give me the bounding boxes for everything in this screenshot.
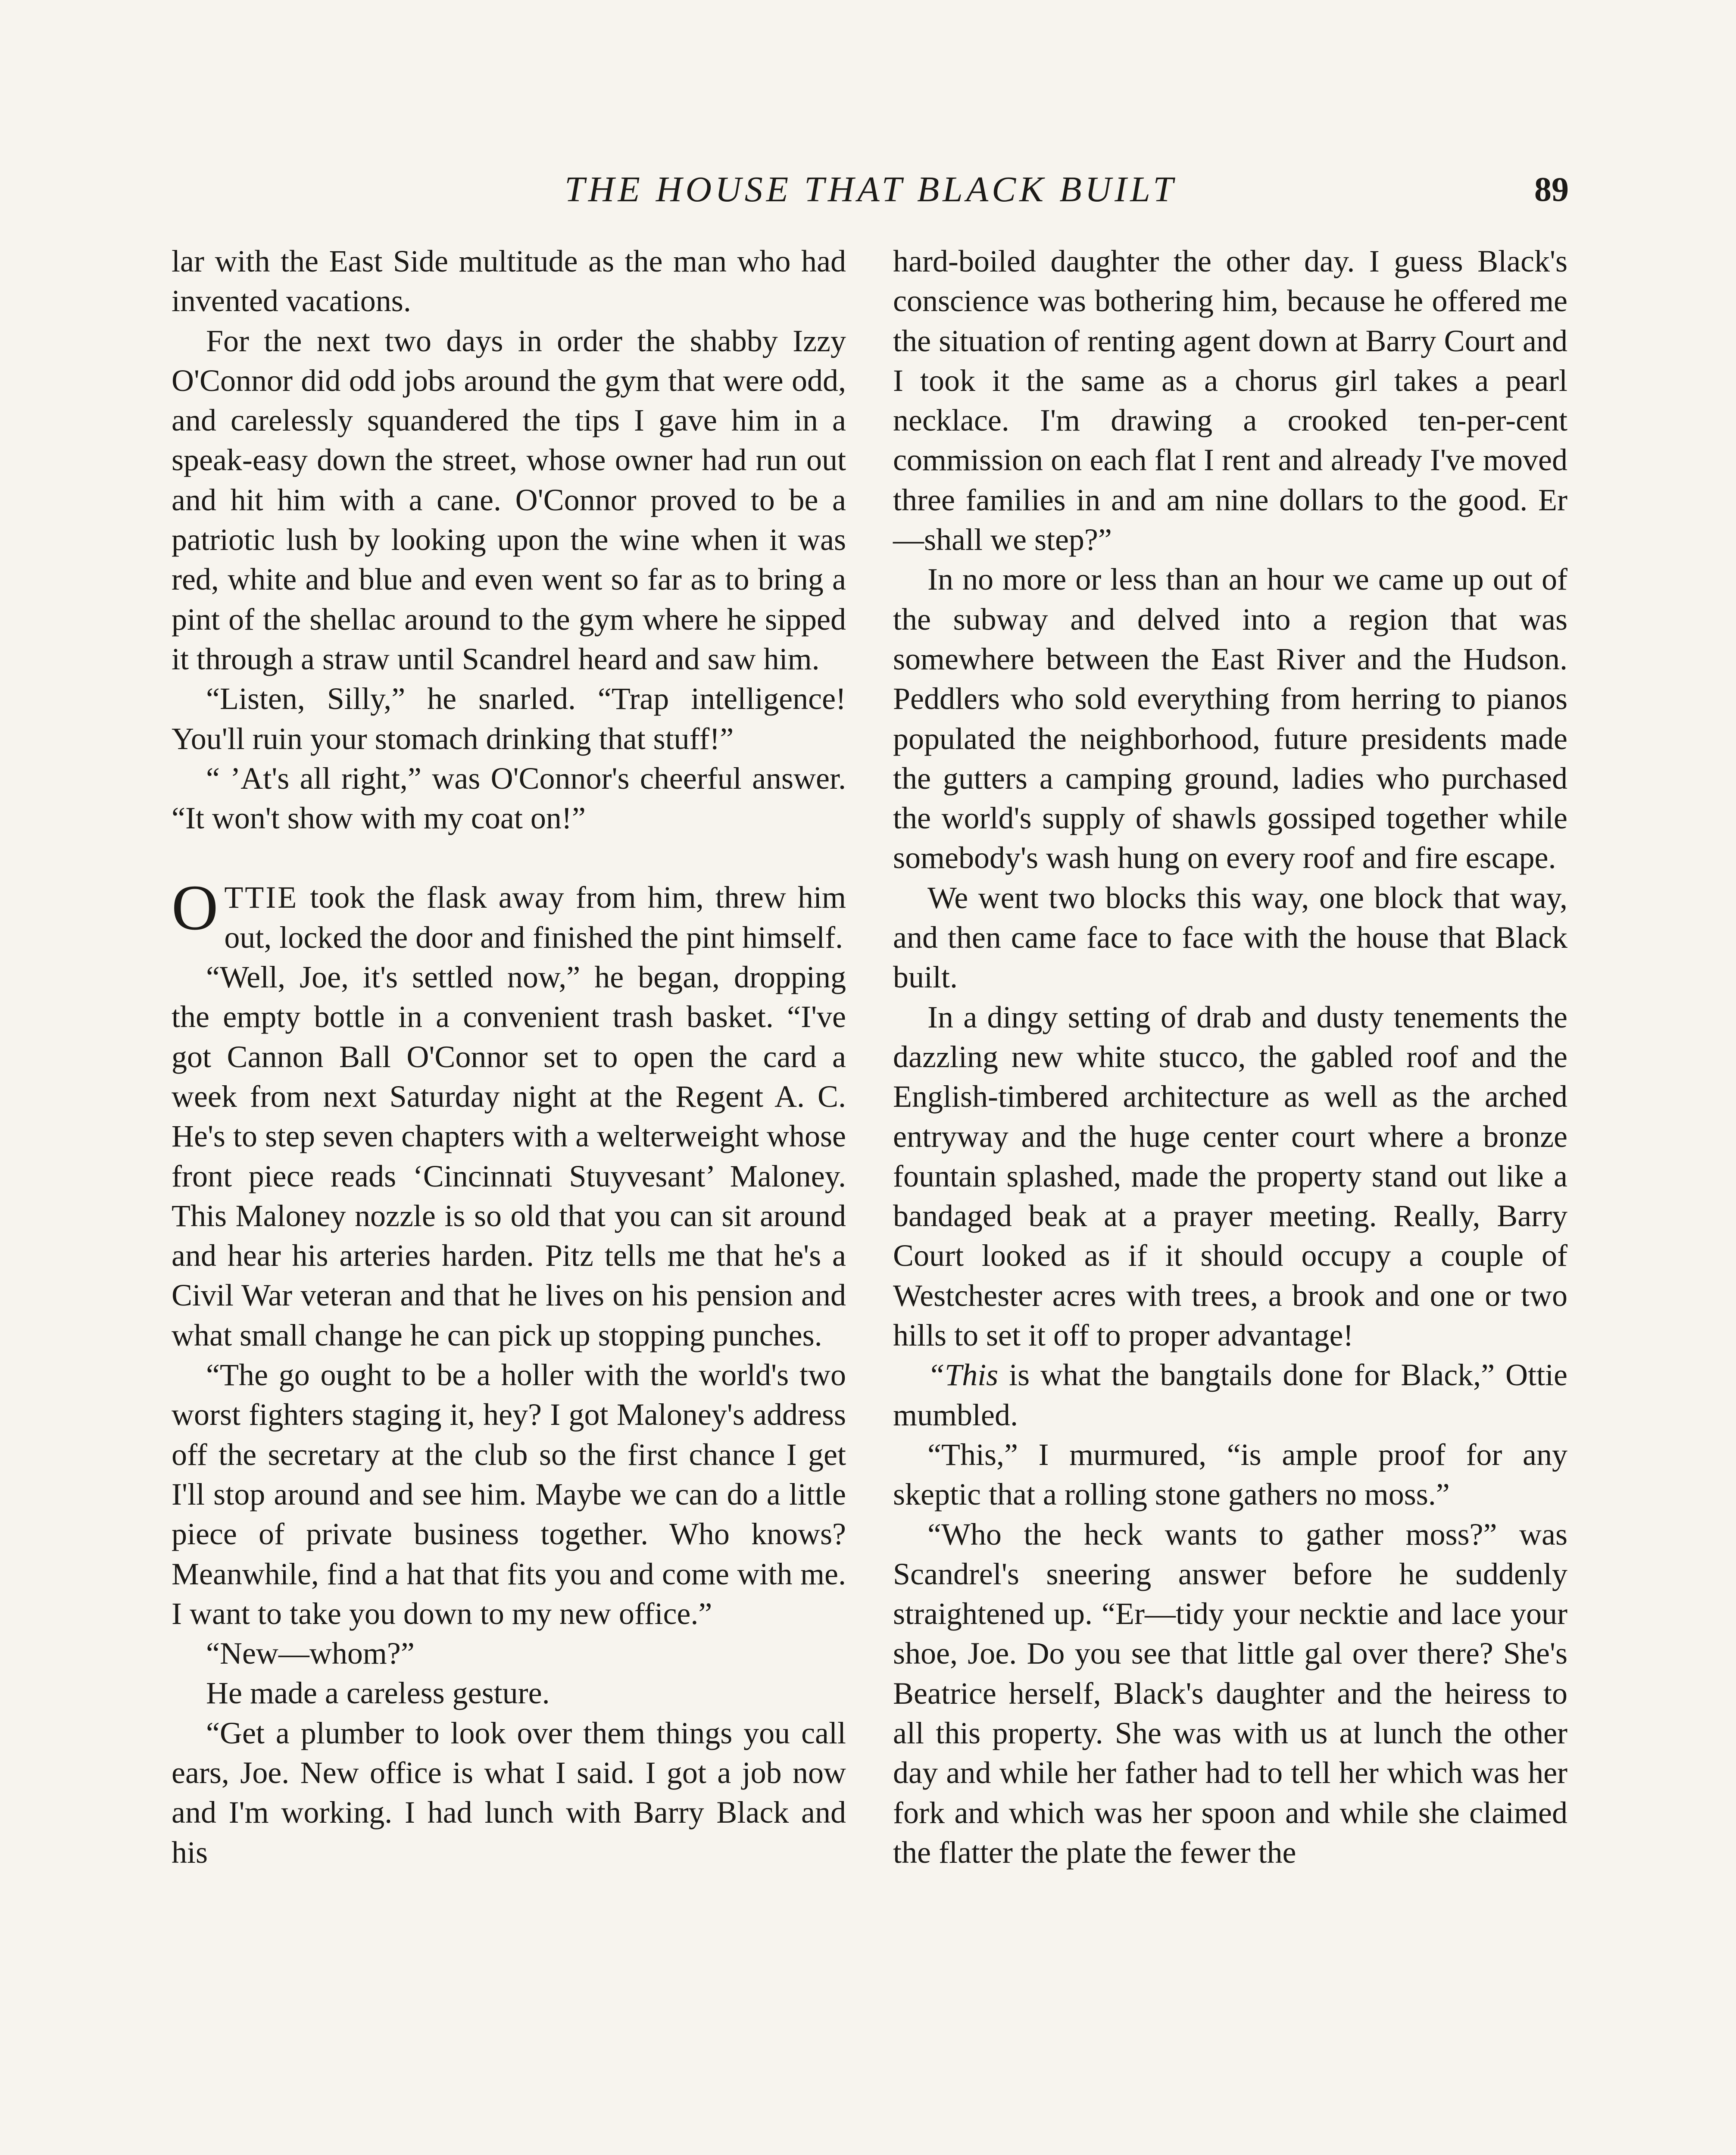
running-title: THE HOUSE THAT BLACK BUILT [565,169,1177,209]
small-caps-lead: TTIE [224,880,299,915]
paragraph: We went two blocks this way, one block that way, and then came face to face with the house that Black built. [893,880,1567,995]
right-column [893,241,1567,1872]
paragraph: For the next two days in order the shabby Izzy O'Connor did odd jobs around the gym that were odd, and carelessly squandered the tips I gave him in a speak-easy down the street, whose owner had run out and hit him with a cane. O'Connor proved to be a patriotic lush by looking upon the wine when it was red, white and blue and even went so far as to bring a pint of the shellac around to the gym where he sipped it through a straw until Scandrel heard and saw him. [172,323,846,676]
paragraph: lar with the East Side multitude as the man who had invented vacations. [172,244,846,319]
section-opening-paragraph [172,872,846,957]
paragraph: “The go ought to be a holler with the world's two worst fighters staging it, hey? I got Maloney's address off the secretary at the club so the first chance I get I'll stop around and see him. Maybe we can do a little piece of private business together. Who knows? Meanwhile, find a hat that fits you and come with me. I want to take you down to my new office.” [172,1358,846,1631]
italic-word: “This [927,1358,999,1393]
paragraph: “Listen, Silly,” he snarled. “Trap intelligence! You'll ruin your stomach drinking that stuff!” [172,681,846,756]
section-break [172,838,846,878]
paragraph: “Well, Joe, it's settled now,” he began, dropping the empty bottle in a convenient trash basket. “I've got Cannon Ball O'Connor set to open the card a week from next Saturday night at the Regent A. C. He's to step seven chapters with a welterweight whose front piece reads ‘Cincinnati Stuyvesant’ Maloney. This Maloney nozzle is so old that you can sit around and hear his arteries harden. Pitz tells me that he's a Civil War veteran and that he lives on his pension and what small change he can pick up stopping punches. [172,960,846,1352]
paragraph [893,1355,1567,1435]
paragraph: He made a careless gesture. [206,1676,550,1711]
paragraph: “New—whom?” [206,1636,415,1671]
paragraph-text: took the flask away from him, threw him out, locked the door and finished the pint himself. [224,880,846,955]
paragraph: “This,” I murmured, “is ample proof for any skeptic that a rolling stone gathers no moss.” [893,1437,1567,1512]
drop-cap: O [172,872,219,944]
paragraph-text: is what the bangtails done for Black,” Ottie mumbled. [893,1358,1567,1432]
paragraph: In no more or less than an hour we came up out of the subway and delved into a region that was somewhere between the East River and the Hudson. Peddlers who sold everything from herring to pianos populated the neighborhood, future presidents made the gutters a camping ground, ladies who purchased the world's supply of shawls gossiped together while somebody's wash hung on every roof and fire escape. [893,562,1567,875]
left-column [172,241,846,1872]
page-number: 89 [1534,171,1569,209]
paragraph: In a dingy setting of drab and dusty tenements the dazzling new white stucco, the gabled roof and the English-timbered architecture as well as the arched entryway and the huge center court where a bronze fountain splashed, made the property stand out like a bandaged beak at a prayer meeting. Really, Barry Court looked as if it should occupy a couple of Westchester acres with trees, a brook and one or two hills to set it off to proper advantage! [893,999,1567,1353]
paragraph: “Get a plumber to look over them things you call ears, Joe. New office is what I said. I got a job now and I'm working. I had lunch with Barry Black and his [172,1715,846,1870]
paragraph: “Who the heck wants to gather moss?” was Scandrel's sneering answer before he suddenly straightened up. “Er—tidy your necktie and lace your shoe, Joe. Do you see that little gal over there? She's Beatrice herself, Black's daughter and the heiress to all this property. She was with us at lunch the other day and while her father had to tell her which was her fork and which was her spoon and while she claimed the flatter the plate the fewer the [893,1517,1567,1870]
paragraph: “ ’At's all right,” was O'Connor's cheerful answer. “It won't show with my coat on!” [172,761,846,836]
paragraph: hard-boiled daughter the other day. I guess Black's conscience was bothering him, because he offered me the situation of renting agent down at Barry Court and I took it the same as a chorus girl takes a pearl necklace. I'm drawing a crooked ten-per-cent commission on each flat I rent and already I've moved three families in and am nine dollars to the good. Er—shall we step?” [893,244,1567,557]
running-head [172,164,1569,216]
